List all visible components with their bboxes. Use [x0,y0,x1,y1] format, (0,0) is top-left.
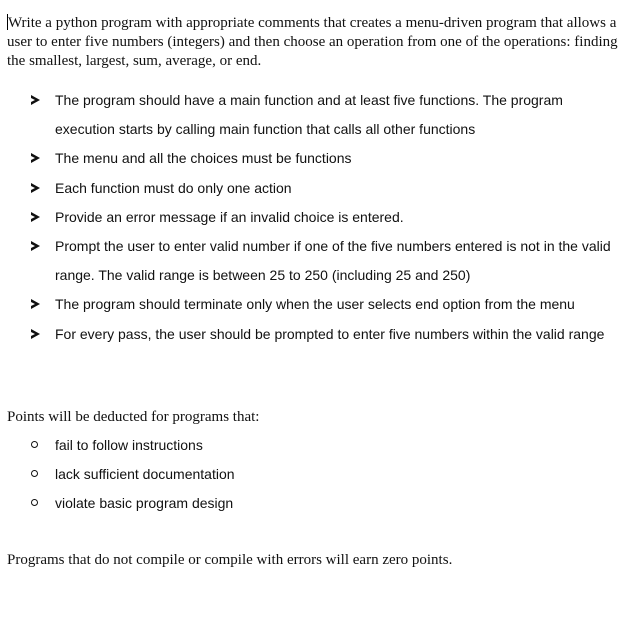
requirement-item [0,86,636,144]
deduction-item [0,489,235,518]
deductions-list [0,431,235,519]
requirement-item [0,144,636,173]
arrow-bullet-icon [31,95,40,105]
arrow-bullet-icon [31,329,40,339]
requirement-item [0,320,636,349]
requirement-text: For every pass, the user should be prompted to enter five numbers within the valid range [55,325,605,342]
requirement-item [0,290,636,319]
requirement-text: Prompt the user to enter valid number if one of the five numbers entered is not in the valid range. The valid range is between 25 to 250 (including 25 and 250) [55,238,611,284]
circle-bullet-icon [31,470,38,477]
requirement-item [0,203,636,232]
deduction-text: lack sufficient documentation [55,466,235,483]
compile-warning: Programs that do not compile or compile with errors will earn zero points. [7,552,453,568]
requirements-list [0,86,636,349]
deduction-text: violate basic program design [55,495,234,512]
circle-bullet-icon [31,499,38,506]
arrow-bullet-icon [31,212,40,222]
deduction-item [0,431,235,460]
arrow-bullet-icon [31,183,40,193]
arrow-bullet-icon [31,153,40,163]
arrow-bullet-icon [31,299,40,309]
requirement-item [0,232,636,290]
requirement-text: The program should have a main function and at least five functions. The program execution starts by calling main function that calls all other functions [55,92,563,138]
assignment-intro [7,14,622,71]
deductions-heading: Points will be deducted for programs that: [7,409,260,425]
requirement-item [0,174,636,203]
requirement-text: Provide an error message if an invalid choice is entered. [55,208,404,225]
requirement-text: The program should terminate only when the user selects end option from the menu [55,296,575,313]
arrow-bullet-icon [31,241,40,251]
circle-bullet-icon [31,441,38,448]
deduction-text: fail to follow instructions [55,437,203,453]
intro-text: Write a python program with appropriate comments that creates a menu-driven program that allows a user to enter five numbers (integers) and then choose an operation from one of the operations: finding the smallest, largest, sum, average, or end. [7,15,618,69]
requirement-text: The menu and all the choices must be functions [55,150,352,167]
deduction-item [0,460,235,489]
requirement-text: Each function must do only one action [55,179,292,196]
